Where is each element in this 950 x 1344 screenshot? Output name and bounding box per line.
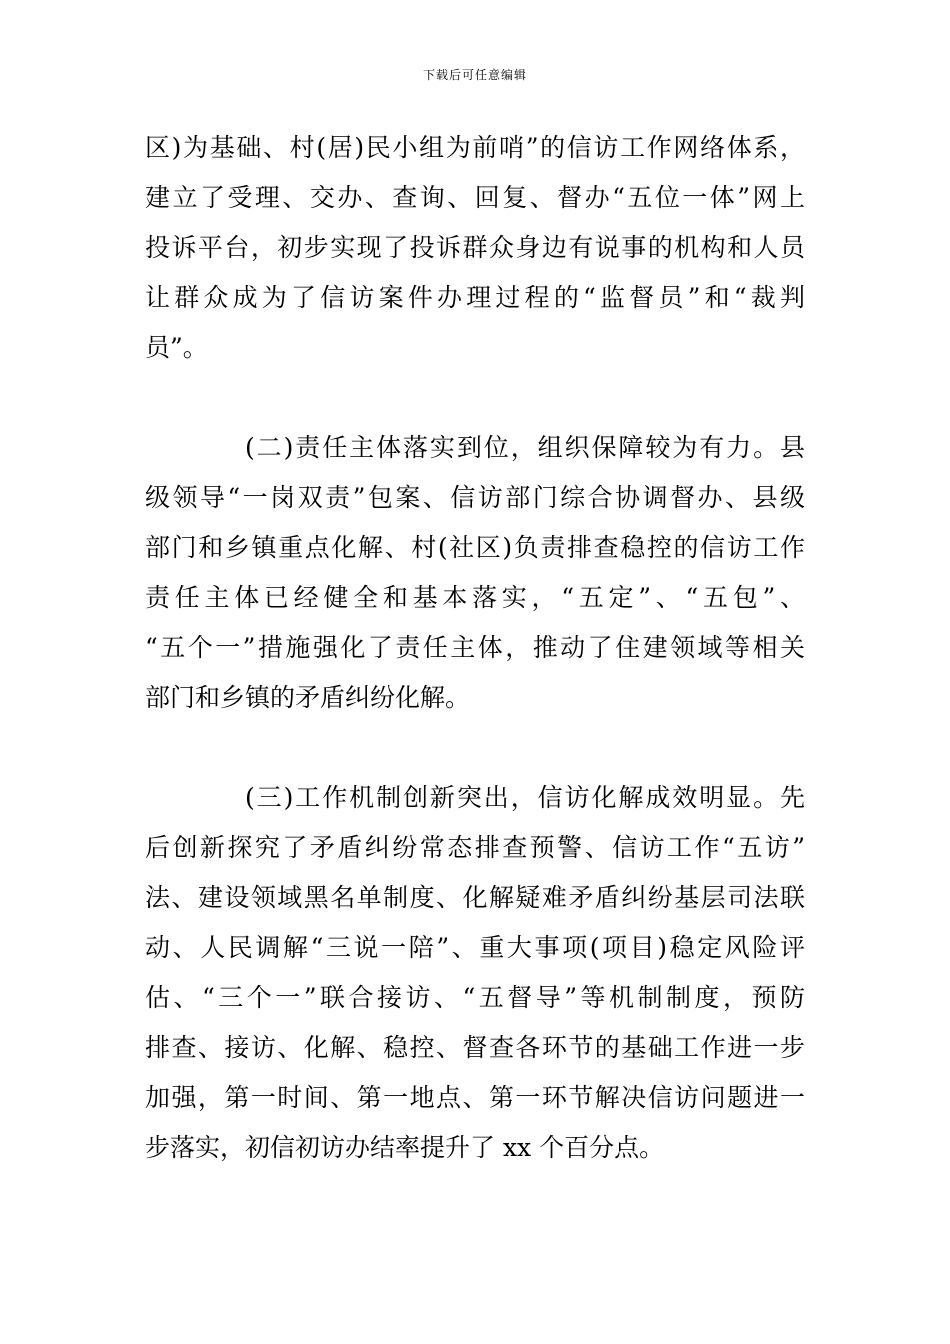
- text-line: 级领导“一岗双责”包案、信访部门综合协调督办、县级: [145, 483, 805, 512]
- text-line: 动、人民调解“三说一陪”、重大事项(项目)稳定风险评: [145, 933, 805, 962]
- text-line: 排查、接访、化解、稳控、督查各环节的基础工作进一步: [145, 1033, 805, 1062]
- text-line: 责任主体已经健全和基本落实，“五定”、“五包”、: [145, 583, 805, 612]
- text-line: 区)为基础、村(居)民小组为前哨”的信访工作网络体系，: [145, 133, 805, 162]
- text-line: 投诉平台，初步实现了投诉群众身边有说事的机构和人员: [145, 233, 805, 262]
- text-line: 部门和乡镇重点化解、村(社区)负责排查稳控的信访工作: [145, 533, 805, 562]
- text-line: 建立了受理、交办、查询、回复、督办“五位一体”网上: [145, 183, 805, 212]
- page-header-note: 下载后可任意编辑: [422, 68, 527, 82]
- text-line: “五个一”措施强化了责任主体，推动了住建领域等相关: [145, 633, 805, 662]
- text-line: 估、“三个一”联合接访、“五督导”等机制制度，预防: [145, 983, 805, 1012]
- text-line: 部门和乡镇的矛盾纠纷化解。: [145, 683, 471, 712]
- text-line: 员”。: [145, 333, 208, 362]
- text-line: (三)工作机制创新突出，信访化解成效明显。先: [245, 783, 805, 812]
- text-line: 加强，第一时间、第一地点、第一环节解决信访问题进一: [145, 1083, 805, 1112]
- text-line: (二)责任主体落实到位，组织保障较为有力。县: [245, 433, 805, 462]
- text-line: 步落实，初信初访办结率提升了 xx 个百分点。: [145, 1133, 665, 1162]
- text-line: 让群众成为了信访案件办理过程的“监督员”和“裁判: [145, 283, 805, 312]
- text-line: 法、建设领域黑名单制度、化解疑难矛盾纠纷基层司法联: [145, 883, 805, 912]
- text-line: 后创新探究了矛盾纠纷常态排查预警、信访工作“五访”: [145, 833, 805, 862]
